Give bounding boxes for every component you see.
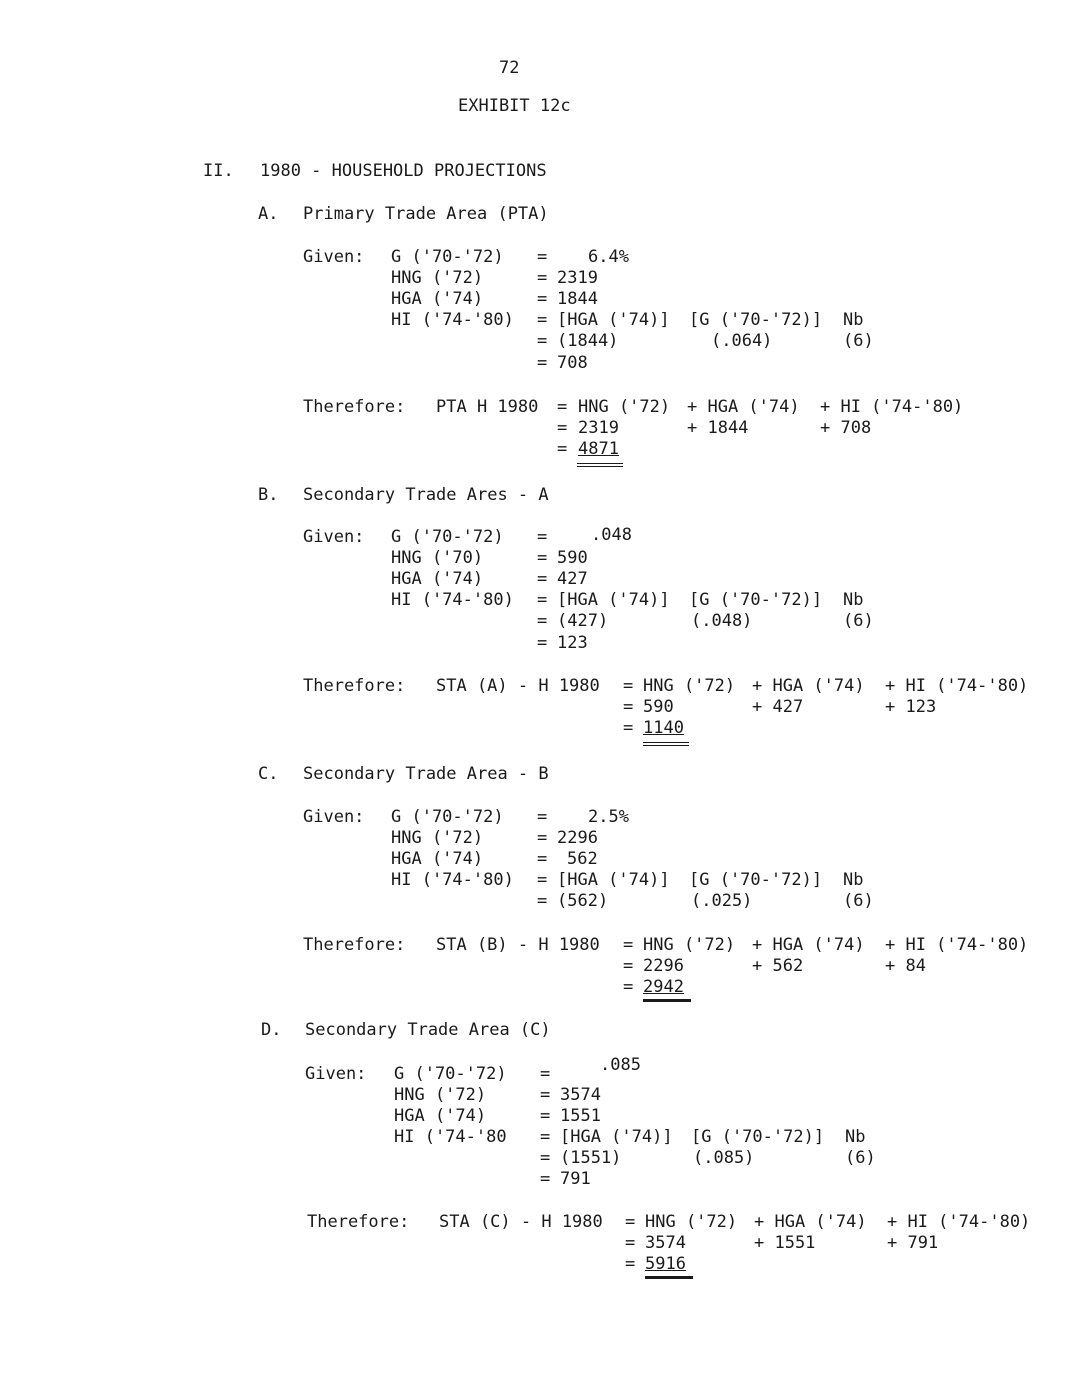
section-a-formula-eq: = [557,397,568,417]
section-d-g-eq: = [540,1064,551,1084]
section-c-formula-b: + HGA ('74) [752,935,865,955]
section-a-hi-label: HI ('74-'80) [391,310,514,330]
section-d-hir-eq: = [540,1169,551,1189]
section-c-g-eq: = [537,807,548,827]
section-b-hng-value: 590 [557,548,588,568]
section-b-hng-label: HNG ('70) [391,548,484,568]
section-a-hga-eq: = [537,289,548,309]
heading-number: II. [203,161,234,181]
section-b-given-label: Given: [303,527,365,547]
section-b-total-double-underline [643,742,689,746]
section-b-g-eq: = [537,527,548,547]
section-a-g-value: 6.4% [588,247,629,267]
section-d-total-eq: = [625,1254,636,1274]
section-b-hi-c3: Nb [843,590,864,610]
section-d-hiv-eq: = [540,1148,551,1168]
section-b-therefore-lhs: STA (A) - H 1980 [436,676,600,696]
section-b-hga-value: 427 [557,569,588,589]
section-b-therefore-label: Therefore: [303,676,406,696]
section-a-hi-c1: [HGA ('74)] [557,310,670,330]
section-b-hiv-c2: (.048) [691,611,753,631]
section-c-letter: C. [258,764,279,784]
section-a-hir-value: 708 [557,353,588,373]
section-b-hga-eq: = [537,569,548,589]
section-a-total-value: 4871 [578,439,619,459]
section-a-g-label: G ('70-'72) [391,247,504,267]
section-c-g-label: G ('70-'72) [391,807,504,827]
section-a-therefore-label: Therefore: [303,397,406,417]
section-d-hi-eq: = [540,1127,551,1147]
section-c-hga-label: HGA ('74) [391,849,484,869]
section-b-formula-eq: = [623,676,634,696]
section-d-therefore-label: Therefore: [307,1212,410,1232]
section-a-hiv-c3: (6) [843,331,874,351]
section-b-hir-eq: = [537,633,548,653]
section-d-letter: D. [261,1020,282,1040]
section-c-therefore-lhs: STA (B) - H 1980 [436,935,600,955]
section-a-letter: A. [258,204,279,224]
section-b-total-value: 1140 [643,718,684,738]
section-b-g-value: .048 [591,525,632,545]
section-d-hir-value: 791 [560,1169,591,1189]
section-c-hga-eq: = [537,849,548,869]
section-c-hng-label: HNG ('72) [391,828,484,848]
section-b-values-eq: = [623,697,634,717]
section-c-hiv-c2: (.025) [691,891,753,911]
section-c-total-eq: = [623,977,634,997]
section-a-hir-eq: = [537,353,548,373]
section-b-values-b: + 427 [752,697,804,717]
section-a-values-b: + 1844 [687,418,749,438]
section-c-hiv-c3: (6) [843,891,874,911]
section-b-letter: B. [258,485,279,505]
section-a-hi-c2: [G ('70-'72)] [689,310,823,330]
section-a-values-c: + 708 [820,418,872,438]
section-b-hi-label: HI ('74-'80) [391,590,514,610]
section-a-formula-b: + HGA ('74) [687,397,800,417]
section-c-hi-eq: = [537,870,548,890]
section-a-hga-value: 1844 [557,289,598,309]
section-a-values-eq: = [557,418,568,438]
section-d-values-eq: = [625,1233,636,1253]
section-a-values-a: 2319 [578,418,619,438]
section-c-hi-c1: [HGA ('74)] [557,870,670,890]
section-d-formula-a: HNG ('72) [645,1212,738,1232]
section-b-total-eq: = [623,718,634,738]
section-d-therefore-lhs: STA (C) - H 1980 [439,1212,603,1232]
section-d-hng-eq: = [540,1085,551,1105]
section-a-hiv-c1: (1844) [557,331,619,351]
section-c-hi-c2: [G ('70-'72)] [689,870,823,890]
section-d-hiv-c3: (6) [845,1148,876,1168]
section-d-total-heavy-underline [645,1276,693,1279]
section-a-formula-a: HNG ('72) [578,397,671,417]
section-a-therefore-lhs: PTA H 1980 [436,397,539,417]
section-a-hi-eq: = [537,310,548,330]
section-d-hi-label: HI ('74-'80 [394,1127,507,1147]
section-c-therefore-label: Therefore: [303,935,406,955]
section-d-hng-label: HNG ('72) [394,1085,487,1105]
section-b-hiv-c3: (6) [843,611,874,631]
section-a-hiv-c2: (.064) [711,331,773,351]
section-a-g-eq: = [537,247,548,267]
section-d-formula-b: + HGA ('74) [754,1212,867,1232]
section-c-formula-eq: = [623,935,634,955]
section-d-hi-c2: [G ('70-'72)] [691,1127,825,1147]
section-b-formula-a: HNG ('72) [643,676,736,696]
section-c-given-label: Given: [303,807,365,827]
section-b-formula-b: + HGA ('74) [752,676,865,696]
section-d-hi-c3: Nb [845,1127,866,1147]
section-d-hga-label: HGA ('74) [394,1106,487,1126]
section-d-total-value: 5916 [645,1254,686,1274]
section-a-total-double-underline [577,463,623,467]
section-c-title: Secondary Trade Area - B [303,764,549,784]
section-b-g-label: G ('70-'72) [391,527,504,547]
section-a-title: Primary Trade Area (PTA) [303,204,549,224]
section-d-hng-value: 3574 [560,1085,601,1105]
section-c-formula-a: HNG ('72) [643,935,736,955]
section-b-hi-c1: [HGA ('74)] [557,590,670,610]
section-d-values-c: + 791 [887,1233,939,1253]
section-d-title: Secondary Trade Area (C) [305,1020,551,1040]
section-c-total-value: 2942 [643,977,684,997]
section-b-hir-value: 123 [557,633,588,653]
section-c-formula-c: + HI ('74-'80) [885,935,1029,955]
exhibit-title: EXHIBIT 12c [458,96,571,116]
section-b-hi-c2: [G ('70-'72)] [689,590,823,610]
section-a-total-eq: = [557,439,568,459]
section-c-total-heavy-underline [643,999,691,1002]
section-c-hng-value: 2296 [557,828,598,848]
section-d-hiv-c1: (1551) [560,1148,622,1168]
section-c-hng-eq: = [537,828,548,848]
section-c-hi-c3: Nb [843,870,864,890]
section-b-formula-c: + HI ('74-'80) [885,676,1029,696]
section-a-hng-value: 2319 [557,268,598,288]
section-d-formula-eq: = [625,1212,636,1232]
section-b-values-a: 590 [643,697,674,717]
heading-text: 1980 - HOUSEHOLD PROJECTIONS [260,161,547,181]
section-d-hga-value: 1551 [560,1106,601,1126]
section-c-hi-label: HI ('74-'80) [391,870,514,890]
section-b-title: Secondary Trade Ares - A [303,485,549,505]
section-b-values-c: + 123 [885,697,937,717]
section-a-hng-label: HNG ('72) [391,268,484,288]
section-d-given-label: Given: [305,1064,367,1084]
section-c-values-eq: = [623,956,634,976]
section-d-values-b: + 1551 [754,1233,816,1253]
section-c-values-a: 2296 [643,956,684,976]
section-c-g-value: 2.5% [588,807,629,827]
section-a-hga-label: HGA ('74) [391,289,484,309]
section-d-hi-c1: [HGA ('74)] [560,1127,673,1147]
section-a-hng-eq: = [537,268,548,288]
section-b-hi-eq: = [537,590,548,610]
section-d-values-a: 3574 [645,1233,686,1253]
section-b-hiv-c1: (427) [557,611,609,631]
section-d-g-label: G ('70-'72) [394,1064,507,1084]
section-c-hiv-eq: = [537,891,548,911]
page-number: 72 [499,58,520,78]
section-b-hiv-eq: = [537,611,548,631]
section-c-hiv-c1: (562) [557,891,609,911]
section-c-hga-value: 562 [567,849,598,869]
section-b-hng-eq: = [537,548,548,568]
section-d-hiv-c2: (.085) [693,1148,755,1168]
section-a-hiv-eq: = [537,331,548,351]
section-c-values-c: + 84 [885,956,926,976]
section-a-given-label: Given: [303,247,365,267]
section-d-hga-eq: = [540,1106,551,1126]
section-a-hi-c3: Nb [843,310,864,330]
section-d-formula-c: + HI ('74-'80) [887,1212,1031,1232]
section-d-g-value: .085 [600,1055,641,1075]
section-a-formula-c: + HI ('74-'80) [820,397,964,417]
section-b-hga-label: HGA ('74) [391,569,484,589]
section-c-values-b: + 562 [752,956,804,976]
